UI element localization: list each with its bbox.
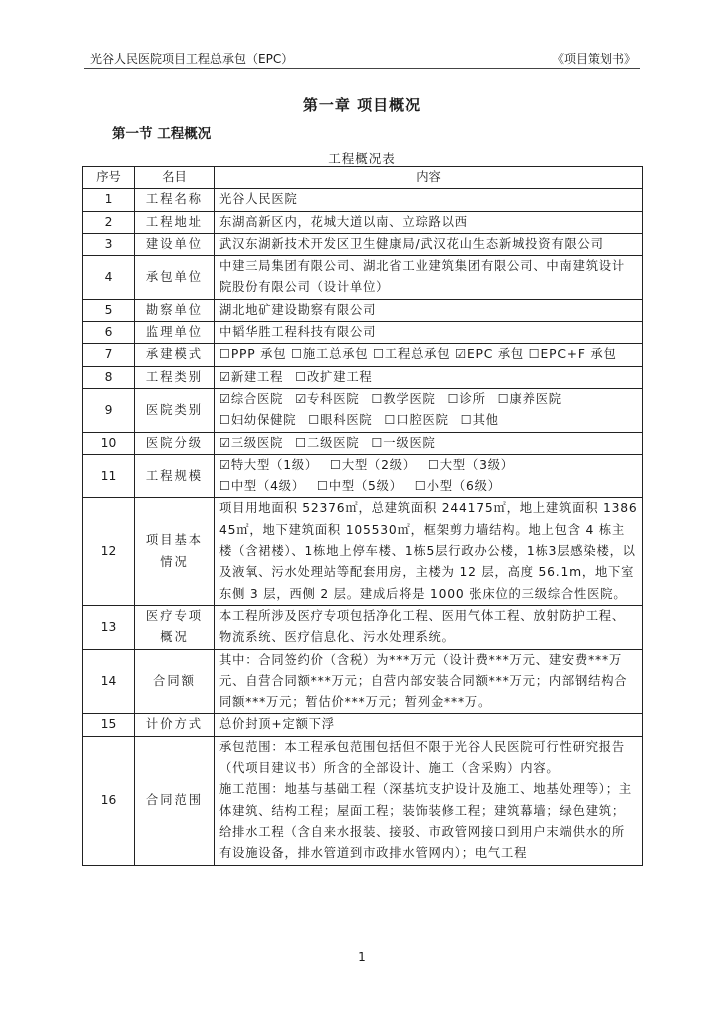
row-content [215,714,643,736]
row-item-label: 监理单位 [145,325,204,340]
checkbox-option: ☐大型（2级） [330,457,416,472]
checkbox-option: ☐教学医院 [371,391,436,406]
row-number: 2 [83,211,135,233]
checkbox-option: ☑专科医院 [295,391,360,406]
row-number: 15 [83,714,135,736]
row-content [215,233,643,255]
content-paragraph: 施工范围：地基与基础工程（深基坑支护设计及施工、地基处理等）；主体建筑、结构工程；屋面工程；装饰装修工程；建筑幕墙；绿色建筑；给排水工程（含自来水报装、接驳、市政管网接口到用户末端供水的所有设施设备，排水管道到市政排水管网内）；电气工程 [219,782,632,861]
row-item-label: 工程类别 [145,369,204,384]
checkbox-option: ☑三级医院 [219,435,284,450]
table-row [83,454,643,498]
row-content [215,256,643,300]
row-item-name [135,736,215,865]
checkbox-option: ☐中型（4级） [219,479,305,494]
row-number: 5 [83,299,135,321]
row-content [215,211,643,233]
row-number: 12 [83,498,135,605]
table-row [83,211,643,233]
header-item: 名目 [135,167,215,189]
page-number: 1 [358,950,366,964]
table-row [83,388,643,432]
checkbox-option-line [219,410,638,431]
row-item-label: 建设单位 [145,236,204,251]
row-item-label: 合同范围 [145,792,204,807]
row-item-label: 承包单位 [145,269,204,284]
row-item-name [135,454,215,498]
checkbox-option-line [219,367,638,388]
row-item-name [135,322,215,344]
section-title: 第一节 工程概况 [112,126,212,142]
row-content [215,388,643,432]
row-item-label: 工程地址 [145,214,204,229]
header-right-title: 《项目策划书》 [551,52,636,66]
checkbox-option: ☐眼科医院 [308,413,373,428]
content-paragraph: 项目用地面积 52376㎡，总建筑面积 244175㎡，地上建筑面积 138645㎡，地下建筑面积 105530㎡，框架剪力墙结构。地上包含 4 栋主楼（含裙楼）、1栋地上停车楼、1栋5层行政办公楼，1栋3层感染楼，以及液氧、污水处理站等配套用房，主楼为 12 层，高度 56.1m，地下室东侧 3 层，西侧 2 层。建成后将是 1000 张床位的三级综合性医院。 [219,501,638,601]
row-number: 9 [83,388,135,432]
checkbox-option: ☐二级医院 [295,435,360,450]
content-paragraph: 武汉东湖新技术开发区卫生健康局/武汉花山生态新城投资有限公司 [219,236,604,251]
row-content [215,649,643,714]
row-number: 3 [83,233,135,255]
table-row [83,233,643,255]
project-overview-table [82,166,643,866]
table-row [83,189,643,211]
row-number: 16 [83,736,135,865]
content-paragraph: 承包范围：本工程承包范围包括但不限于光谷人民医院可行性研究报告（代项目建议书）所含的全部设计、施工（含采购）内容。 [219,739,626,776]
table-header-row [83,167,643,189]
row-content [215,322,643,344]
content-paragraph: 中建三局集团有限公司、湖北省工业建筑集团有限公司、中南建筑设计院股份有限公司（设计单位） [219,259,626,295]
row-item-label: 工程名称 [145,192,204,207]
checkbox-option: ☐小型（6级） [414,479,501,494]
row-content [215,299,643,321]
table-row [83,366,643,388]
row-number: 4 [83,256,135,300]
table-body [83,189,643,865]
row-item-label: 勘察单位 [145,302,204,317]
row-number: 11 [83,454,135,498]
table-caption: 工程概况表 [328,151,396,166]
row-item-name [135,714,215,736]
row-item-name [135,649,215,714]
checkbox-option: ☐口腔医院 [384,413,449,428]
header-content: 内容 [215,167,643,189]
row-item-name [135,498,215,605]
row-item-label: 医院类别 [145,402,204,417]
row-number: 14 [83,649,135,714]
content-paragraph: 其中：合同签约价（含税）为***万元（设计费***万元、建安费***万元、自营合同额***万元；自营内部安装合同额***万元；内部钢结构合同额***万元；暂估价***万元；暂列金***万。 [219,652,628,710]
checkbox-option: ☐中型（5级） [316,479,403,494]
checkbox-option-line [219,433,638,454]
content-paragraph: 本工程所涉及医疗专项包括净化工程、医用气体工程、放射防护工程、物流系统、医疗信息化、污水处理系统。 [219,608,626,645]
row-item-label: 工程规模 [145,468,204,483]
header-left-title: 光谷人民医院项目工程总承包（EPC） [90,52,294,66]
row-item-label: 合同额 [153,673,196,688]
row-item-label: 医疗专项概况 [145,608,204,645]
checkbox-option-line [219,389,638,410]
content-paragraph: 东湖高新区内，花城大道以南、立琮路以西 [219,214,468,229]
row-item-name [135,299,215,321]
row-content [215,189,643,211]
table-row [83,498,643,605]
row-number: 13 [83,605,135,649]
row-number: 7 [83,344,135,366]
row-content [215,344,643,366]
checkbox-option: ☐改扩建工程 [295,369,373,384]
checkbox-option-line [219,476,638,497]
checkbox-option: ☑新建工程 [219,369,284,384]
table-row [83,256,643,300]
chapter-title: 第一章 项目概况 [302,96,422,114]
checkbox-option: ☑特大型（1级） [219,457,319,472]
content-paragraph: 总价封顶+定额下浮 [219,717,335,732]
checkbox-option: ☐诊所 [447,391,486,406]
row-content [215,454,643,498]
row-item-label: 计价方式 [145,717,204,732]
row-item-label: 承建模式 [145,347,204,362]
row-item-label: 医院分级 [145,435,204,450]
row-content [215,736,643,865]
checkbox-option: ☐一级医院 [371,435,436,450]
content-paragraph: 湖北地矿建设勘察有限公司 [219,302,377,317]
content-paragraph: 光谷人民医院 [219,192,298,207]
row-item-name [135,256,215,300]
checkbox-option: ☐大型（3级） [427,457,514,472]
table-row [83,299,643,321]
row-item-name [135,211,215,233]
header-number: 序号 [83,167,135,189]
row-number: 6 [83,322,135,344]
row-content [215,366,643,388]
row-content [215,432,643,454]
checkbox-option: ☐其他 [460,413,499,428]
row-item-name [135,432,215,454]
table-row [83,605,643,649]
checkbox-option: ☑综合医院 [219,391,284,406]
row-item-name [135,344,215,366]
row-item-name [135,189,215,211]
row-number: 8 [83,366,135,388]
content-paragraph: 中韬华胜工程科技有限公司 [219,325,377,340]
checkbox-option: ☐妇幼保健院 [219,413,297,428]
content-paragraph: ☐PPP 承包 ☐施工总承包 ☐工程总承包 ☑EPC 承包 ☐EPC+F 承包 [219,347,617,362]
row-number: 1 [83,189,135,211]
row-item-name [135,388,215,432]
table-row [83,344,643,366]
row-content [215,498,643,605]
table-row [83,736,643,865]
row-item-label: 项目基本情况 [145,533,204,569]
table-row [83,649,643,714]
row-number: 10 [83,432,135,454]
checkbox-option-line [219,455,638,476]
row-item-name [135,605,215,649]
row-item-name [135,233,215,255]
table-row [83,322,643,344]
row-item-name [135,366,215,388]
table-row [83,714,643,736]
checkbox-option: ☐康养医院 [497,391,562,406]
page-header [84,46,640,69]
row-content [215,605,643,649]
table-row [83,432,643,454]
